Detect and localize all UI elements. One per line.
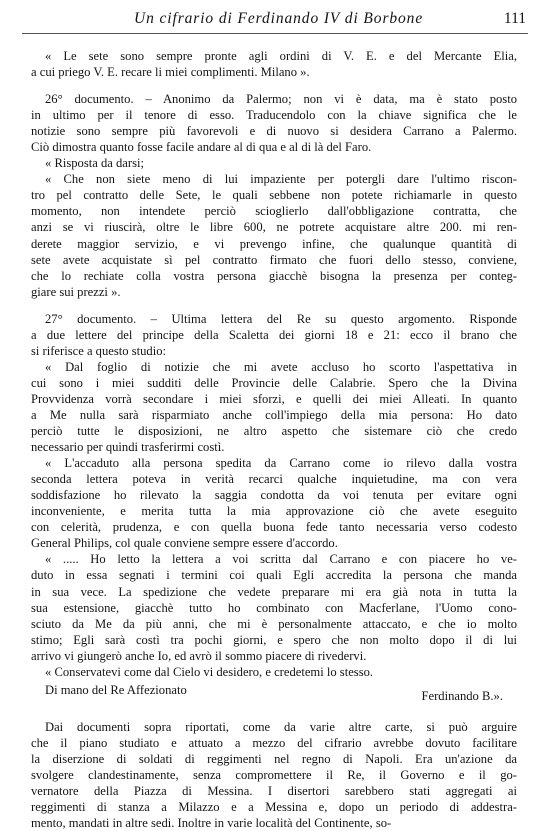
text-line: giare sui prezzi ». [31, 284, 121, 299]
text-line: soddisfazione ho rilevato la saggia condotta da voi tenuta per evitare ogni [31, 488, 517, 503]
page-body [31, 48, 517, 831]
paragraph-document-26 [31, 91, 517, 300]
signature-right: Ferdinando B.». [421, 688, 503, 703]
text-line: Provvidenza vorrà secondare i miei sforzi, e quelli dei miei Alleati. In quanto [31, 391, 517, 406]
text-line: tro pel contratto delle Sete, le quali sebbene non potete richiamarle in questo [31, 188, 517, 203]
page-number: 111 [503, 10, 526, 27]
text-line: reggimenti di stanza a Milazzo e a Messina e, dopo un periodo di addestra- [31, 800, 517, 815]
text-line: « L'accaduto alla persona spedita da Carrano come io rilevo dalla vostra [45, 456, 517, 471]
paragraph-document-27 [31, 311, 517, 680]
text-line: « Che non siete meno di lui impaziente per potergli dare l'ultimo riscon- [45, 172, 517, 187]
text-line: « Dal foglio di notizie che mi avete accluso ho scorto l'aspettativa in [45, 359, 517, 374]
text-line: anzi se vi riuscirà, oltre le libre 600, ne potrete acquistare altre 200. mi ren- [31, 220, 517, 235]
text-line: notizie sono sempre più favorevoli e di nuovo si desidera Carrano a Palermo. [31, 124, 517, 139]
text-line: « Risposta da darsi; [45, 156, 144, 171]
text-line: a Me nulla sarà risparmiato anche coll'impiego della mia persona: Ho dato [31, 407, 517, 422]
text-line: sete avete acquistate sì pel contratto firmato che fuori dello stesso, conviene, [31, 252, 517, 267]
signature-left: Di mano del Re Affezionato [45, 682, 187, 697]
text-line: con celerità, prudenza, e con quella buona fede tanto necessaria verso codesto [31, 520, 517, 535]
text-line: in ultimo per il tenore di esso. Traducendolo con la chiave significa che le [31, 108, 517, 123]
text-line: 27° documento. – Ultima lettera del Re su questo argomento. Risponde [45, 311, 517, 326]
text-line: « Le sete sono sempre pronte agli ordini di V. E. e del Mercante Elia, [45, 49, 517, 63]
text-line: in sua vece. La spedizione che vedete preparare mi era già nota in tutta la [31, 584, 517, 599]
text-line: vernatore della Piazza di Messina. I disertori sarebbero stati aggregati ai [31, 783, 517, 798]
paragraph-milano-letter-end [31, 48, 517, 80]
text-line: stimo; Egli sarà costì tra pochi giorni, e spero che non molto dopo il di lui [31, 632, 517, 647]
text-line: « Conservatevi come dal Cielo vi desidero, e credetemi lo stesso. [45, 664, 374, 679]
text-line: perciò tutte le disposizioni, ne altro aspetto che sistemare ciò che credo [31, 424, 517, 439]
text-line: derete maggior servizio, e vi prevengo infine, che qualunque quantità di [31, 236, 517, 251]
text-line: che il piano studiato e attuato a mezzo del cifrario avrebbe dovuto facilitare [31, 735, 517, 750]
text-line: che lo rechiate colla vostra persona giacchè bisogna la presenza per conteg- [31, 268, 517, 283]
text-line: General Philips, col quale conviene sempre essere d'accordo. [31, 536, 338, 551]
text-line: Dai documenti sopra riportati, come da varie altre carte, si può arguire [45, 719, 517, 734]
text-line: Ciò dimostra quanto fosse facile andare al di qua e al di là del Faro. [31, 140, 372, 155]
text-line: sciuto da Me da più anni, che mi è personalmente attaccato, e che io molto [31, 616, 517, 631]
text-line: duto in essa segnati i termini coi quali Egli accredita la persona che manda [31, 568, 517, 583]
running-header [22, 10, 528, 32]
text-line: 26° documento. – Anonimo da Palermo; non vi è data, ma è stato posto [45, 92, 517, 107]
text-line: a cui priego V. E. recare li miei complimenti. Milano ». [31, 65, 310, 80]
text-line: si riferisce a questo studio: [31, 343, 167, 358]
signature-block [31, 680, 517, 703]
text-line: « ..... Ho letto la lettera a voi scritta dal Carrano e con piacere ho ve- [45, 552, 517, 567]
paragraph-conclusion [31, 719, 517, 831]
text-line: inconveniente, e merita tutta la mia approvazione ciò che avete eseguito [31, 504, 517, 519]
text-line: seconda lettera poteva in verità recarci qualche inquietudine, ma con vera [31, 472, 517, 487]
header-rule [22, 33, 528, 34]
running-title: Un cifrario di Ferdinando IV di Borbone [134, 10, 424, 27]
text-line: arrivo vi giungerò anche Io, ed avrò il sommo piacere di rivedervi. [31, 648, 367, 663]
text-line: momento, non intendete perciò scioglierlo dall'obbligazione contratta, che [31, 204, 517, 219]
text-line: la diserzione di soldati di reggimenti nel regno di Napoli. Era un'azione da [31, 751, 517, 766]
text-line: cui sono i miei sudditi delle Provincie delle Calabrie. Spero che la Divina [31, 375, 517, 390]
text-line: mento, mandati in altre sedi. Inoltre in varie località del Continente, so- [31, 816, 392, 831]
text-line: sua estensione, giacchè tutto ho combinato con Macferlane, l'Uomo cono- [31, 600, 517, 615]
text-line: necessario per quindi trasferirmi costì. [31, 440, 225, 455]
text-line: svolgere clandestinamente, senza compromettere il Re, il Governo e il go- [31, 767, 517, 782]
text-line: a due lettere del principe della Scaletta dei giorni 18 e 21: ecco il brano che [31, 327, 517, 342]
